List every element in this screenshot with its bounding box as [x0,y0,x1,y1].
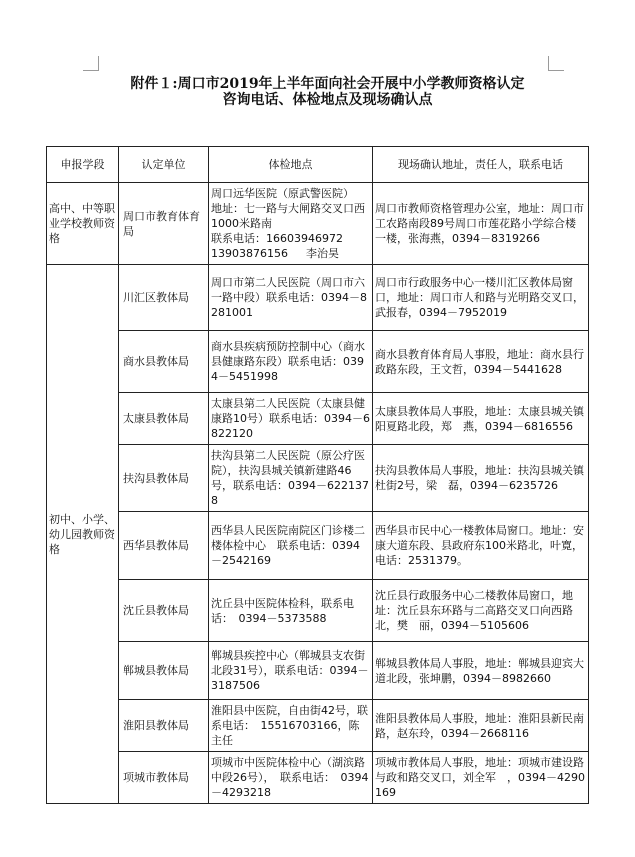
table-row [47,331,589,393]
table-row [47,642,589,700]
exam-cell: 扶沟县第二人民医院（原公疗医院），扶沟县城关镇新建路46号，联系电话：0394－6221378 [209,445,373,512]
document-title [60,76,595,108]
table-row [47,265,589,331]
crop-mark-tr-v [548,56,549,71]
table-row [47,580,589,642]
unit-cell: 商水县教体局 [119,331,209,393]
unit-cell: 周口市教育体育局 [119,183,209,265]
header-confirm-info: 现场确认地址，责任人，联系电话 [373,147,589,183]
confirm-cell: 太康县教体局人事股，地址：太康县城关镇阳夏路北段，郑 燕，0394－6816556 [373,393,589,445]
exam-cell [209,183,373,265]
unit-cell: 淮阳县教体局 [119,700,209,752]
exam-line: 周口远华医院（原武警医院） [211,187,354,200]
crop-mark-tl-v [98,56,99,71]
header-category: 申报学段 [47,147,119,183]
unit-cell: 郸城县教体局 [119,642,209,700]
table-row [47,752,589,804]
exam-line [211,246,370,261]
exam-cell: 项城市中医院体检中心（湖滨路中段26号）， 联系电话： 0394－4293218 [209,752,373,804]
exam-phone-2: 13903876156 [211,247,288,260]
exam-cell: 淮阳县中医院，自由街42号，联系电话： 15516703166，陈主任 [209,700,373,752]
header-unit: 认定单位 [119,147,209,183]
info-table [46,146,589,804]
unit-cell: 西华县教体局 [119,512,209,580]
confirm-cell: 周口市行政服务中心一楼川汇区教体局窗口，地址：周口市人和路与光明路交叉口，武报春，0394－7952019 [373,265,589,331]
confirm-cell: 商水县教育体育局人事股，地址：商水县行政路东段，王文哲，0394－5441628 [373,331,589,393]
table-row [47,445,589,512]
confirm-cell: 周口市教师资格管理办公室，地址：周口市工农路南段89号周口市莲花路小学综合楼一楼，张海燕，0394－8319266 [373,183,589,265]
header-exam-location: 体检地点 [209,147,373,183]
unit-cell: 太康县教体局 [119,393,209,445]
table-row [47,512,589,580]
category-cell: 高中、中等职业学校教师资格 [47,183,119,265]
exam-cell: 周口市第二人民医院（周口市六一路中段）联系电话：0394－8281001 [209,265,373,331]
exam-cell: 商水县疾病预防控制中心（商水县健康路东段）联系电话：0394－5451998 [209,331,373,393]
unit-cell: 川汇区教体局 [119,265,209,331]
confirm-cell: 沈丘县行政服务中心二楼教体局窗口，地址：沈丘县东环路与二高路交叉口向西路北，樊 丽，0394－5105606 [373,580,589,642]
exam-cell: 西华县人民医院南院区门诊楼二楼体检中心 联系电话：0394－2542169 [209,512,373,580]
table-header-row [47,147,589,183]
crop-mark-tr-h [548,70,564,71]
exam-cell: 太康县第二人民医院（太康县健康路10号）联系电话：0394－6822120 [209,393,373,445]
crop-mark-tl-h [83,70,99,71]
table-row [47,183,589,265]
unit-cell: 项城市教体局 [119,752,209,804]
exam-cell: 郸城县疾控中心（郸城县支农街北段31号），联系电话：0394－3187506 [209,642,373,700]
category-cell: 初中、小学、幼儿园教师资格 [47,265,119,804]
exam-cell: 沈丘县中医院体检科，联系电话： 0394－5373588 [209,580,373,642]
title-line-2: 咨询电话、体检地点及现场确认点 [222,92,433,108]
confirm-cell: 扶沟县教体局人事股，地址：扶沟县城关镇杜街2号，梁 磊，0394－6235726 [373,445,589,512]
exam-contact-person: 李治昊 [306,247,339,260]
table-row [47,393,589,445]
confirm-cell: 郸城县教体局人事股，地址：郸城县迎宾大道北段，张坤鹏，0394－8982660 [373,642,589,700]
confirm-cell: 淮阳县教体局人事股，地址：淮阳县新民南路，赵东玲，0394－2668116 [373,700,589,752]
title-line-1: 附件１:周口市2019年上半年面向社会开展中小学教师资格认定 [130,76,525,92]
confirm-cell: 项城市教体局人事股，地址：项城市建设路与政和路交叉口，刘全军 ，0394－4290169 [373,752,589,804]
confirm-cell: 西华县市民中心一楼教体局窗口。地址：安康大道东段、县政府东100米路北，叶寛，电话：2531379。 [373,512,589,580]
unit-cell: 扶沟县教体局 [119,445,209,512]
unit-cell: 沈丘县教体局 [119,580,209,642]
exam-line: 地址：七一路与大闸路交叉口西1000米路南 [211,202,365,230]
exam-line: 联系电话：16603946972 [211,232,343,245]
table-row [47,700,589,752]
